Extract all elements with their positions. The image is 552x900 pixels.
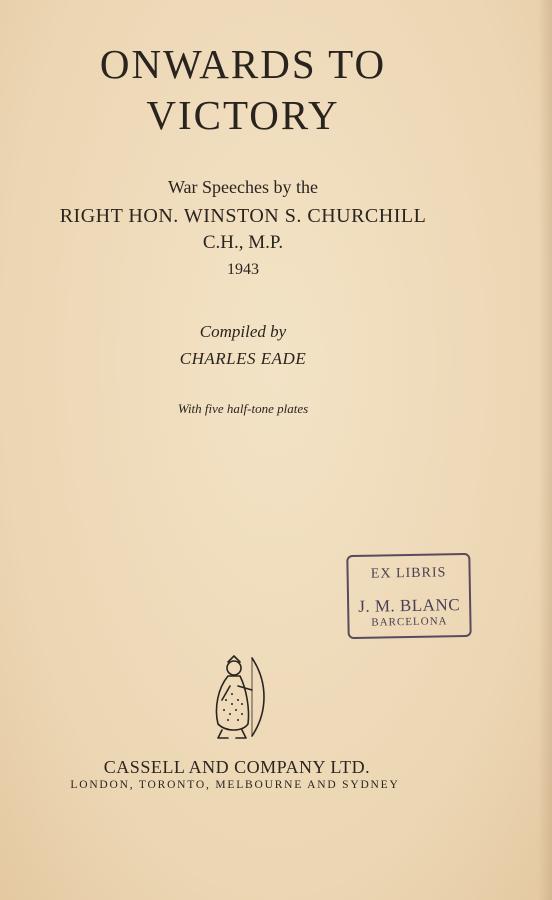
archer-figure-icon: [208, 652, 268, 742]
publisher-cities: LONDON, TORONTO, MELBOURNE AND SYDNEY: [70, 779, 400, 791]
author-honours: C.H., M.P.: [202, 232, 284, 253]
book-title-line-1: ONWARDS TO: [99, 41, 387, 87]
publisher-name: CASSELL AND COMPANY LTD.: [103, 757, 371, 777]
plates-note: With five half-tone plates: [177, 401, 309, 416]
author-name: RIGHT HON. WINSTON S. CHURCHILL: [59, 205, 427, 227]
stamp-line-2: J. M. BLANC: [358, 595, 461, 616]
publication-year: 1943: [227, 261, 259, 278]
compiler-name: CHARLES EADE: [179, 349, 307, 368]
page-edge-shadow: [538, 0, 552, 900]
stamp-line-1: EX LIBRIS: [370, 565, 447, 582]
ex-libris-stamp: [346, 553, 471, 639]
compiler-label: Compiled by: [199, 322, 287, 341]
book-title-line-2: VICTORY: [146, 92, 340, 138]
stamp-line-3: BARCELONA: [371, 615, 448, 629]
subtitle-line-1: War Speeches by the: [168, 177, 318, 197]
